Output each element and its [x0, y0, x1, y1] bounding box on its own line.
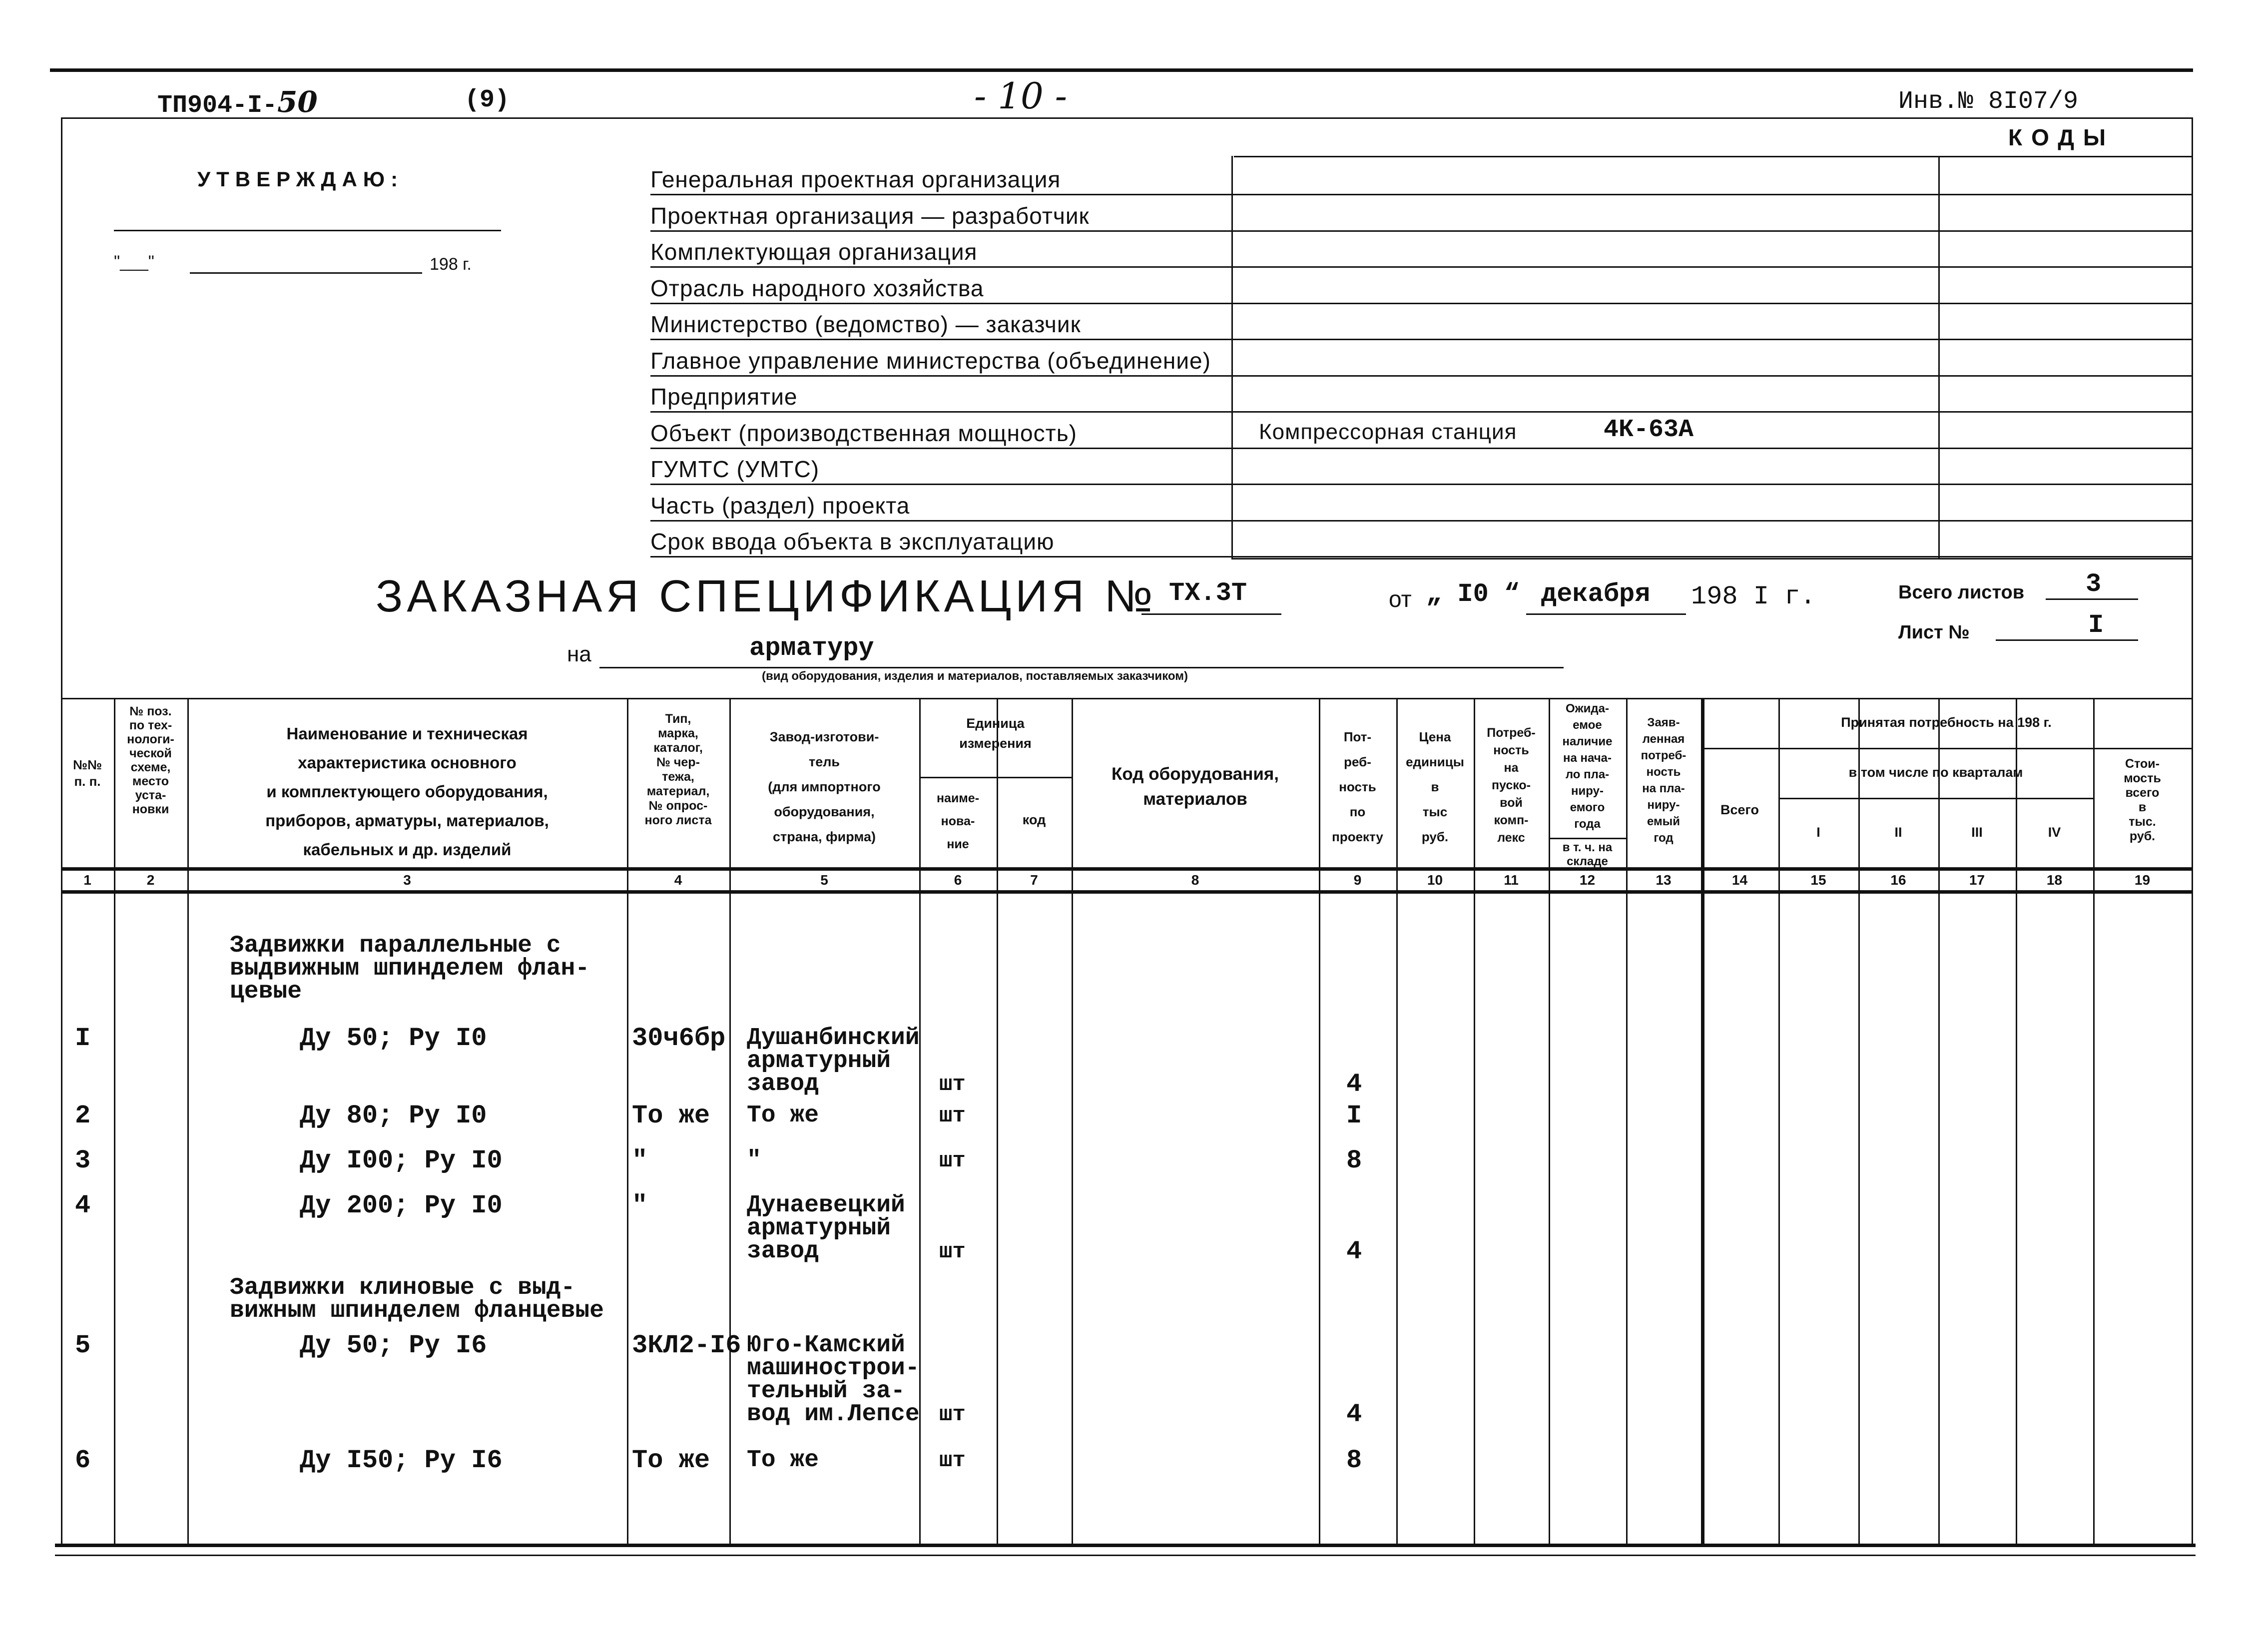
org-field-value: Компрессорная станция	[1259, 419, 1517, 444]
org-field-label: ГУМТС (УМТС)	[650, 456, 820, 482]
header-bottom-thick	[61, 867, 2192, 871]
column-number: 11	[1504, 872, 1519, 888]
header-type: Тип, марка, каталог, № чер- тежа, материал, № опрос- ного листа	[644, 712, 712, 827]
row-number: 6	[75, 1446, 91, 1475]
org-field-label: Комплектующая организация	[650, 239, 978, 265]
header-expected: Ожида- емое наличие на нача- ло пла- ниру- емого года	[1562, 702, 1613, 831]
item-unit: шт	[939, 1072, 966, 1097]
org-field-label: Отрасль народного хозяйства	[650, 275, 984, 301]
header-position: № поз. по тех- нологи- ческой схеме, место уста- новки	[127, 704, 174, 816]
item-type: То же	[632, 1446, 710, 1475]
spec-month: декабря	[1541, 579, 1651, 609]
item-maker: Душанбинский арматурный завод	[747, 1025, 920, 1098]
column-number: 5	[820, 872, 828, 888]
spec-on-label: на	[567, 642, 591, 666]
column-number: 3	[403, 872, 411, 888]
column-number: 9	[1353, 872, 1362, 888]
item-unit: шт	[939, 1402, 966, 1427]
org-field-line	[650, 411, 2192, 413]
total-sheets-label: Всего листов	[1898, 582, 2025, 603]
header-q1: I	[1816, 825, 1820, 840]
item-type: 3КЛ2-I6	[632, 1331, 741, 1360]
column-number: 13	[1656, 872, 1672, 888]
item-type: 30ч6бр	[632, 1024, 726, 1053]
table-bottom-2	[55, 1555, 2196, 1556]
approve-date-line	[190, 272, 422, 274]
codes-left-border	[1231, 156, 1233, 558]
header-unit-code: код	[1022, 812, 1046, 827]
approve-signature-line	[114, 230, 501, 231]
column-number: 16	[1890, 872, 1906, 888]
numbers-bottom-line	[61, 890, 2192, 894]
column-number: 8	[1191, 872, 1199, 888]
header-unit-name: наиме- нова- ние	[936, 791, 980, 851]
top-rule	[50, 68, 2193, 72]
header-startup: Потреб- ность на пуско- вой комп- лекс	[1487, 726, 1536, 845]
spec-day: „ I0 “	[1426, 579, 1520, 609]
org-field-line	[650, 266, 2192, 268]
header-name: Наименование и техническая характеристика основного и комплектующего оборудования, приборов, арматуры, материалов, кабельных и др. изделий	[265, 724, 549, 859]
header-q4: IV	[2048, 825, 2061, 840]
header-q3: III	[1971, 825, 1983, 840]
quarters-subheader-line	[1778, 798, 2093, 799]
item-maker: То же	[747, 1102, 819, 1129]
org-field-label: Главное управление министерства (объединение)	[650, 347, 1211, 374]
header-unit: Единица измерения	[959, 716, 1032, 751]
item-unit: шт	[939, 1103, 966, 1128]
org-field-line	[650, 339, 2192, 340]
unit-subheader-line	[919, 777, 1072, 778]
spec-on-value: арматуру	[749, 633, 874, 663]
column-number: 12	[1579, 872, 1596, 888]
item-unit: шт	[939, 1148, 966, 1173]
item-qty: 4	[1346, 1070, 1362, 1099]
codes-top-line	[1234, 156, 2192, 157]
header-declared: Заяв- ленная потреб- ность на пла- ниру- емый год	[1641, 716, 1686, 845]
item-type: То же	[632, 1101, 710, 1130]
row-number: 5	[75, 1331, 91, 1360]
header-quarters: в том числе по кварталам	[1848, 765, 2023, 780]
column-number: 14	[1731, 872, 1748, 888]
codes-divider	[1938, 156, 1940, 558]
header-total: Всего	[1720, 802, 1759, 817]
org-field-line	[650, 520, 2192, 522]
item-type: "	[632, 1191, 648, 1220]
column-number: 17	[1969, 872, 1985, 888]
header-qty: Пот- реб- ность по проекту	[1332, 729, 1383, 844]
org-field-value-code: 4К-63А	[1604, 415, 1694, 444]
doc-part: (9)	[465, 86, 510, 114]
approve-title: УТВЕРЖДАЮ:	[197, 167, 404, 191]
item-qty: 8	[1346, 1446, 1362, 1475]
item-name: Ду 50; Ру I6	[300, 1331, 487, 1360]
org-field-line	[650, 484, 2192, 485]
group-title: Задвижки клиновые с выд- вижным шпинделем фланцевые	[230, 1274, 604, 1324]
column-divider	[1072, 698, 1073, 1546]
column-number: 19	[2134, 872, 2151, 888]
org-field-line	[650, 375, 2192, 377]
item-maker: Юго-Камский машинострои- тельный за- вод им.Лепсе	[747, 1332, 920, 1428]
header-cost: Стои- мость всего в тыс. руб.	[2124, 757, 2161, 843]
group-title: Задвижки параллельные с выдвижным шпинделем флан- цевые	[230, 932, 590, 1005]
spec-from: от	[1389, 586, 1412, 612]
table-top-line	[61, 698, 2192, 699]
c12-split-line	[1549, 838, 1626, 839]
item-qty: 4	[1346, 1237, 1362, 1266]
item-maker: Дунаевецкий арматурный завод	[747, 1192, 905, 1265]
spec-on-caption: (вид оборудования, изделия и материалов, поставляемых заказчиком)	[762, 669, 1188, 683]
item-name: Ду 200; Ру I0	[300, 1191, 503, 1220]
item-name: Ду 50; Ру I0	[300, 1024, 487, 1053]
codes-bottom-line	[1231, 558, 2192, 559]
column-number: 7	[1030, 872, 1038, 888]
org-field-line	[650, 448, 2192, 449]
item-qty: 8	[1346, 1146, 1362, 1175]
row-number: 3	[75, 1146, 91, 1175]
item-unit: шт	[939, 1239, 966, 1264]
page-number: - 10 -	[974, 75, 1068, 117]
column-divider	[1701, 698, 1704, 1546]
codes-title: КОДЫ	[2008, 124, 2115, 150]
approve-year: 198 г.	[430, 255, 472, 274]
row-number: 2	[75, 1101, 91, 1130]
column-number: 4	[674, 872, 682, 888]
inventory-number: Инв.№ 8I07/9	[1898, 87, 2079, 116]
column-number: 6	[954, 872, 962, 888]
header-expected-stock: в т. ч. на складе	[1562, 841, 1613, 868]
org-field-label: Объект (производственная мощность)	[650, 420, 1077, 446]
total-sheets-line	[2046, 598, 2138, 600]
accepted-subheader-line	[1701, 748, 2192, 749]
column-number: 2	[146, 872, 155, 888]
org-field-line	[650, 230, 2192, 232]
frame-right	[2192, 117, 2193, 1547]
org-field-line	[650, 303, 2192, 304]
row-number: 4	[75, 1191, 91, 1220]
item-maker: То же	[747, 1447, 819, 1474]
header-price: Цена единицы в тыс руб.	[1406, 729, 1464, 844]
org-field-label: Министерство (ведомство) — заказчик	[650, 311, 1081, 337]
item-unit: шт	[939, 1448, 966, 1473]
header-code: Код оборудования, материалов	[1111, 764, 1279, 809]
item-name: Ду I50; Ру I6	[300, 1446, 503, 1475]
item-name: Ду 80; Ру I0	[300, 1101, 487, 1130]
org-field-label: Генеральная проектная организация	[650, 166, 1061, 192]
column-number: 1	[83, 872, 91, 888]
item-type: "	[632, 1146, 648, 1175]
frame-top	[61, 117, 2193, 119]
spec-title: ЗАКАЗНАЯ СПЕЦИФИКАЦИЯ №	[376, 571, 1157, 621]
column-divider	[114, 698, 115, 1546]
column-number: 15	[1810, 872, 1826, 888]
total-sheets: 3	[2086, 569, 2102, 599]
spec-year: 198 I г.	[1691, 582, 1816, 611]
spec-month-line	[1526, 613, 1686, 615]
row-number: I	[75, 1024, 91, 1053]
item-maker: "	[747, 1147, 761, 1174]
sheet-number-line	[1996, 639, 2138, 641]
spec-number: ТХ.3Т	[1169, 578, 1247, 608]
spec-on-line	[599, 667, 1564, 668]
header-maker: Завод-изготови- тель (для импортного оборудования, страна, фирма)	[768, 729, 881, 844]
header-number: №№ п. п.	[73, 757, 102, 789]
org-field-label: Срок ввода объекта в эксплуатацию	[650, 529, 1055, 554]
column-number: 10	[1427, 872, 1443, 888]
approve-date-prefix: "___"	[114, 252, 154, 271]
table-bottom	[55, 1544, 2196, 1547]
item-qty: I	[1346, 1101, 1362, 1130]
item-name: Ду I00; Ру I0	[300, 1146, 503, 1175]
org-field-label: Проектная организация — разработчик	[650, 202, 1090, 229]
header-accepted: Принятая потребность на 198 г.	[1841, 715, 2052, 730]
spec-number-line	[1141, 613, 1281, 615]
org-field-line	[650, 194, 2192, 195]
sheet-label: Лист №	[1898, 622, 1970, 643]
item-qty: 4	[1346, 1400, 1362, 1429]
header-q2: II	[1894, 825, 1902, 840]
doc-code: ТП904-I-50	[157, 85, 318, 120]
frame-left	[61, 117, 62, 1547]
sheet-number: I	[2088, 610, 2104, 640]
column-number: 18	[2046, 872, 2063, 888]
org-field-label: Часть (раздел) проекта	[650, 492, 910, 519]
org-field-line	[650, 556, 2192, 557]
org-field-label: Предприятие	[650, 384, 798, 410]
